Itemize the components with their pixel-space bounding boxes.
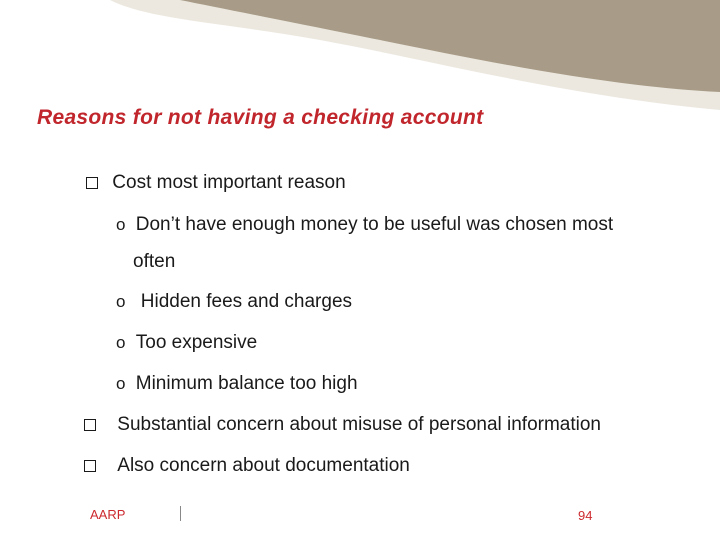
bullet-text: Cost most important reason	[112, 172, 346, 193]
sub-bullet-too-expensive	[116, 332, 257, 354]
sub-bullet-text: Minimum balance too high	[135, 373, 358, 394]
checkbox-bullet-icon	[86, 177, 98, 189]
bullet-cost	[86, 172, 346, 194]
sub-bullet-hidden-fees	[116, 291, 352, 313]
footer-org: AARP	[90, 507, 126, 522]
circle-bullet-icon: o	[116, 333, 126, 352]
header-banner-decoration	[0, 0, 720, 110]
checkbox-bullet-icon	[84, 460, 96, 472]
slide-title: Reasons for not having a checking account	[37, 106, 484, 129]
sub-bullet-not-enough-money	[116, 214, 613, 236]
circle-bullet-icon: o	[116, 374, 126, 393]
sub-bullet-text: Hidden fees and charges	[140, 291, 353, 312]
circle-bullet-icon: o	[116, 215, 126, 234]
bullet-misuse	[84, 414, 601, 436]
bullet-text: Also concern about documentation	[117, 455, 410, 476]
bullet-text: Substantial concern about misuse of personal information	[117, 414, 602, 435]
sub-bullet-text: Too expensive	[135, 332, 258, 353]
footer-divider	[180, 506, 181, 521]
checkbox-bullet-icon	[84, 419, 96, 431]
sub-bullet-text: Don’t have enough money to be useful was chosen most	[135, 214, 614, 235]
sub-bullet-continuation	[133, 251, 175, 273]
page-number: 94	[578, 508, 593, 523]
circle-bullet-icon: o	[116, 292, 126, 311]
sub-bullet-minimum-balance	[116, 373, 358, 395]
sub-bullet-text: often	[133, 251, 176, 272]
bullet-documentation	[84, 455, 410, 477]
